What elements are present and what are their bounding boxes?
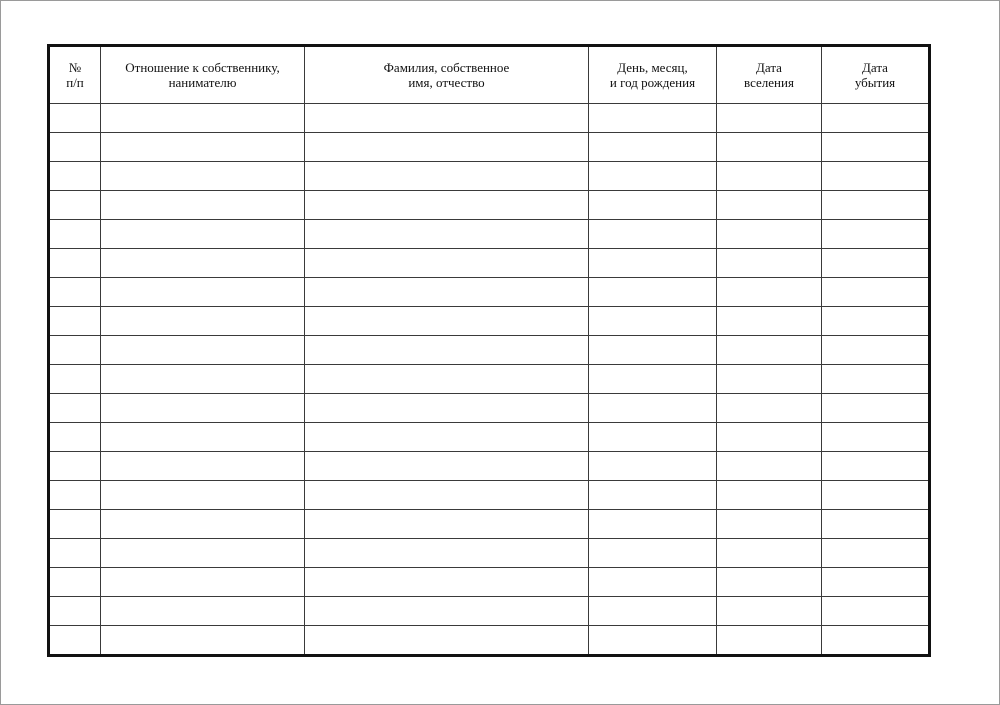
- header-birth-date: [589, 46, 717, 104]
- cell-departure-date[interactable]: [822, 191, 930, 220]
- cell-relation[interactable]: [101, 278, 305, 307]
- cell-relation[interactable]: [101, 423, 305, 452]
- header-relation-line2: нанимателю: [168, 75, 237, 90]
- cell-full-name[interactable]: [305, 249, 589, 278]
- cell-full-name[interactable]: [305, 394, 589, 423]
- cell-number[interactable]: [49, 626, 101, 656]
- cell-departure-date[interactable]: [822, 162, 930, 191]
- cell-full-name[interactable]: [305, 133, 589, 162]
- cell-relation[interactable]: [101, 133, 305, 162]
- cell-birth-date[interactable]: [589, 162, 717, 191]
- cell-birth-date[interactable]: [589, 539, 717, 568]
- cell-full-name[interactable]: [305, 162, 589, 191]
- cell-full-name[interactable]: [305, 597, 589, 626]
- cell-relation[interactable]: [101, 597, 305, 626]
- cell-departure-date[interactable]: [822, 423, 930, 452]
- table-row: [49, 249, 930, 278]
- cell-move-in-date[interactable]: [717, 510, 822, 539]
- cell-birth-date[interactable]: [589, 220, 717, 249]
- cell-full-name[interactable]: [305, 539, 589, 568]
- cell-relation[interactable]: [101, 626, 305, 656]
- cell-number[interactable]: [49, 394, 101, 423]
- cell-relation[interactable]: [101, 510, 305, 539]
- cell-departure-date[interactable]: [822, 597, 930, 626]
- cell-move-in-date[interactable]: [717, 568, 822, 597]
- header-number-line1: №: [68, 60, 82, 75]
- cell-relation[interactable]: [101, 220, 305, 249]
- cell-birth-date[interactable]: [589, 191, 717, 220]
- cell-number[interactable]: [49, 104, 101, 133]
- cell-number[interactable]: [49, 191, 101, 220]
- header-move-in-date-line1: Дата: [756, 60, 782, 75]
- table-row: [49, 220, 930, 249]
- cell-birth-date[interactable]: [589, 481, 717, 510]
- cell-move-in-date[interactable]: [717, 307, 822, 336]
- cell-move-in-date[interactable]: [717, 394, 822, 423]
- header-full-name-line2: имя, отчество: [408, 75, 485, 90]
- cell-number[interactable]: [49, 278, 101, 307]
- cell-departure-date[interactable]: [822, 365, 930, 394]
- cell-number[interactable]: [49, 452, 101, 481]
- cell-move-in-date[interactable]: [717, 162, 822, 191]
- cell-relation[interactable]: [101, 452, 305, 481]
- cell-number[interactable]: [49, 365, 101, 394]
- header-move-in-date: [717, 46, 822, 104]
- cell-departure-date[interactable]: [822, 220, 930, 249]
- table-row: [49, 278, 930, 307]
- cell-move-in-date[interactable]: [717, 626, 822, 656]
- cell-move-in-date[interactable]: [717, 278, 822, 307]
- cell-number[interactable]: [49, 336, 101, 365]
- cell-number[interactable]: [49, 162, 101, 191]
- cell-relation[interactable]: [101, 568, 305, 597]
- cell-departure-date[interactable]: [822, 510, 930, 539]
- cell-move-in-date[interactable]: [717, 452, 822, 481]
- cell-move-in-date[interactable]: [717, 220, 822, 249]
- cell-relation[interactable]: [101, 336, 305, 365]
- cell-full-name[interactable]: [305, 423, 589, 452]
- table-row: [49, 191, 930, 220]
- cell-relation[interactable]: [101, 365, 305, 394]
- table-row: [49, 510, 930, 539]
- cell-departure-date[interactable]: [822, 249, 930, 278]
- cell-departure-date[interactable]: [822, 307, 930, 336]
- header-move-in-date-line2: вселения: [744, 75, 794, 90]
- table-row: [49, 626, 930, 656]
- cell-departure-date[interactable]: [822, 626, 930, 656]
- cell-full-name[interactable]: [305, 278, 589, 307]
- header-birth-date-line1: День, месяц,: [617, 60, 688, 75]
- cell-move-in-date[interactable]: [717, 597, 822, 626]
- table-header-row: [49, 46, 930, 104]
- cell-number[interactable]: [49, 307, 101, 336]
- cell-birth-date[interactable]: [589, 423, 717, 452]
- cell-full-name[interactable]: [305, 365, 589, 394]
- cell-relation[interactable]: [101, 191, 305, 220]
- cell-relation[interactable]: [101, 394, 305, 423]
- cell-relation[interactable]: [101, 481, 305, 510]
- cell-full-name[interactable]: [305, 568, 589, 597]
- cell-move-in-date[interactable]: [717, 191, 822, 220]
- cell-departure-date[interactable]: [822, 481, 930, 510]
- cell-move-in-date[interactable]: [717, 336, 822, 365]
- header-departure-date-line1: Дата: [862, 60, 888, 75]
- cell-move-in-date[interactable]: [717, 365, 822, 394]
- cell-move-in-date[interactable]: [717, 104, 822, 133]
- table-row: [49, 104, 930, 133]
- cell-full-name[interactable]: [305, 336, 589, 365]
- cell-birth-date[interactable]: [589, 278, 717, 307]
- cell-departure-date[interactable]: [822, 278, 930, 307]
- header-relation: [101, 46, 305, 104]
- cell-birth-date[interactable]: [589, 307, 717, 336]
- cell-number[interactable]: [49, 481, 101, 510]
- cell-relation[interactable]: [101, 249, 305, 278]
- table-row: [49, 597, 930, 626]
- cell-number[interactable]: [49, 539, 101, 568]
- table-row: [49, 481, 930, 510]
- table-row: [49, 162, 930, 191]
- cell-full-name[interactable]: [305, 452, 589, 481]
- header-departure-date-line2: убытия: [854, 75, 896, 90]
- cell-departure-date[interactable]: [822, 394, 930, 423]
- cell-birth-date[interactable]: [589, 133, 717, 162]
- table-row: [49, 423, 930, 452]
- cell-departure-date[interactable]: [822, 133, 930, 162]
- cell-birth-date[interactable]: [589, 626, 717, 656]
- cell-departure-date[interactable]: [822, 568, 930, 597]
- cell-move-in-date[interactable]: [717, 133, 822, 162]
- table-row: [49, 568, 930, 597]
- cell-full-name[interactable]: [305, 307, 589, 336]
- cell-move-in-date[interactable]: [717, 249, 822, 278]
- registration-table: [47, 44, 931, 657]
- cell-departure-date[interactable]: [822, 336, 930, 365]
- cell-birth-date[interactable]: [589, 597, 717, 626]
- cell-birth-date[interactable]: [589, 568, 717, 597]
- table-row: [49, 539, 930, 568]
- table-row: [49, 307, 930, 336]
- cell-birth-date[interactable]: [589, 249, 717, 278]
- cell-departure-date[interactable]: [822, 104, 930, 133]
- header-birth-date-line2: и год рождения: [609, 75, 696, 90]
- cell-number[interactable]: [49, 220, 101, 249]
- header-number: [49, 46, 101, 104]
- cell-birth-date[interactable]: [589, 336, 717, 365]
- cell-move-in-date[interactable]: [717, 481, 822, 510]
- table-row: [49, 394, 930, 423]
- cell-full-name[interactable]: [305, 626, 589, 656]
- header-number-line2: п/п: [66, 75, 84, 90]
- cell-departure-date[interactable]: [822, 452, 930, 481]
- cell-relation[interactable]: [101, 162, 305, 191]
- cell-number[interactable]: [49, 249, 101, 278]
- cell-birth-date[interactable]: [589, 510, 717, 539]
- cell-full-name[interactable]: [305, 220, 589, 249]
- cell-relation[interactable]: [101, 104, 305, 133]
- cell-birth-date[interactable]: [589, 452, 717, 481]
- cell-relation[interactable]: [101, 307, 305, 336]
- cell-full-name[interactable]: [305, 510, 589, 539]
- cell-number[interactable]: [49, 133, 101, 162]
- cell-number[interactable]: [49, 597, 101, 626]
- cell-birth-date[interactable]: [589, 394, 717, 423]
- cell-move-in-date[interactable]: [717, 539, 822, 568]
- cell-full-name[interactable]: [305, 104, 589, 133]
- cell-birth-date[interactable]: [589, 104, 717, 133]
- cell-birth-date[interactable]: [589, 365, 717, 394]
- table-row: [49, 133, 930, 162]
- cell-number[interactable]: [49, 510, 101, 539]
- table-row: [49, 365, 930, 394]
- cell-number[interactable]: [49, 568, 101, 597]
- table-row: [49, 336, 930, 365]
- header-full-name: [305, 46, 589, 104]
- header-departure-date: [822, 46, 930, 104]
- cell-move-in-date[interactable]: [717, 423, 822, 452]
- cell-departure-date[interactable]: [822, 539, 930, 568]
- cell-number[interactable]: [49, 423, 101, 452]
- header-relation-line1: Отношение к собственнику,: [125, 60, 280, 75]
- header-full-name-line1: Фамилия, собственное: [383, 60, 510, 75]
- table-row: [49, 452, 930, 481]
- cell-relation[interactable]: [101, 539, 305, 568]
- cell-full-name[interactable]: [305, 191, 589, 220]
- table-body: [49, 104, 930, 656]
- cell-full-name[interactable]: [305, 481, 589, 510]
